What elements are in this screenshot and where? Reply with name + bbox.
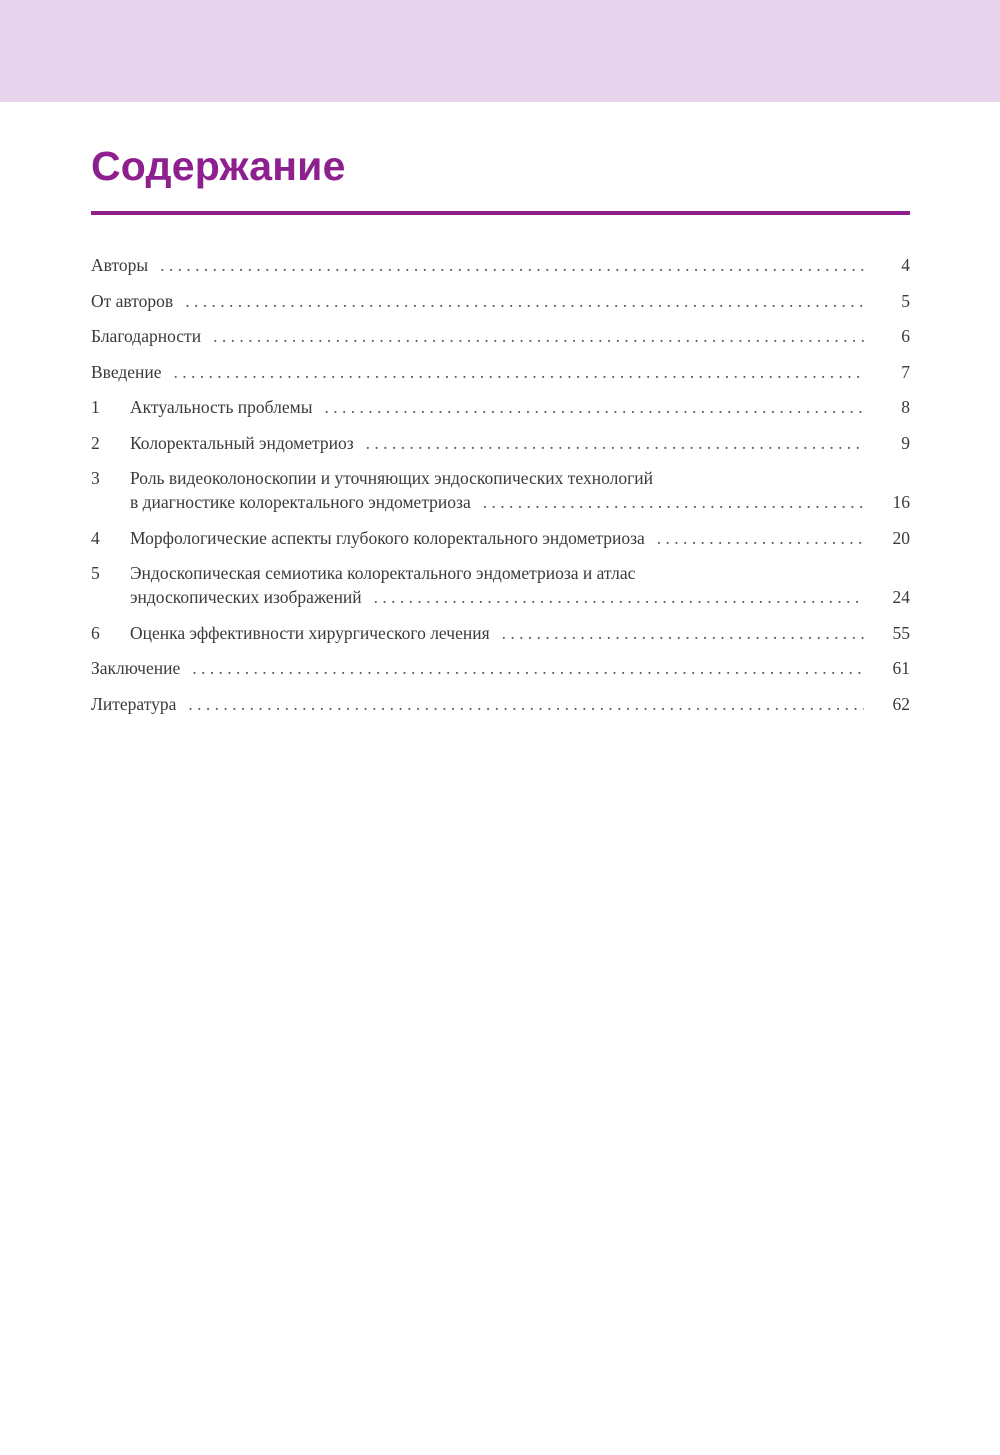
dot-leader xyxy=(366,431,864,455)
toc-page-number: 5 xyxy=(901,290,910,311)
toc-entry-title: Заключение xyxy=(91,658,181,678)
toc-entry-body xyxy=(130,431,910,455)
dot-leader xyxy=(213,324,864,348)
toc-page-number: 20 xyxy=(892,527,910,548)
toc-entry-body xyxy=(130,621,910,645)
toc-entry-number: 1 xyxy=(91,397,100,417)
toc-page-number: 24 xyxy=(892,587,910,607)
toc-page-number: 6 xyxy=(901,326,910,346)
toc-entry-title: Морфологические аспекты глубокого колоректального эндометриоза xyxy=(130,527,645,548)
toc-entry-last-line xyxy=(130,526,910,550)
dot-leader xyxy=(483,490,864,514)
toc-page-number: 62 xyxy=(892,693,910,714)
toc-entry-last-line xyxy=(91,360,910,384)
dot-leader xyxy=(374,585,864,609)
toc-entry[interactable] xyxy=(91,324,910,348)
toc-entry-body xyxy=(130,561,910,609)
page-title: Содержание xyxy=(91,143,346,189)
toc-entry-last-line xyxy=(91,289,910,313)
dot-leader xyxy=(657,526,864,550)
header-band xyxy=(0,0,1000,102)
table-of-contents xyxy=(91,253,910,727)
toc-entry-body xyxy=(91,656,910,680)
dot-leader xyxy=(502,621,864,645)
toc-entry-title: От авторов xyxy=(91,290,174,311)
toc-entry-title-line: Роль видеоколоноскопии и уточняющих эндоскопических технологий xyxy=(130,468,653,488)
toc-entry-body xyxy=(91,324,910,348)
dot-leader xyxy=(160,253,864,277)
toc-entry[interactable] xyxy=(91,692,910,716)
toc-entry[interactable] xyxy=(91,466,910,514)
toc-entry[interactable] xyxy=(91,656,910,680)
title-divider xyxy=(91,211,910,215)
toc-page-number: 61 xyxy=(892,658,910,678)
toc-entry-last-line xyxy=(130,621,910,645)
toc-entry-last-line xyxy=(91,656,910,680)
dot-leader xyxy=(185,289,864,313)
toc-entry-number: 2 xyxy=(91,432,100,453)
toc-entry-title: Введение xyxy=(91,361,162,382)
toc-entry-title-line: Эндоскопическая семиотика колоректального эндометриоза и атлас xyxy=(130,563,636,583)
toc-entry-body xyxy=(130,395,910,419)
toc-entry-title: Оценка эффективности хирургического лечения xyxy=(130,622,490,643)
toc-entry-last-line xyxy=(130,490,910,514)
toc-entry[interactable] xyxy=(91,561,910,609)
toc-entry-number: 6 xyxy=(91,622,100,643)
toc-entry[interactable] xyxy=(91,431,910,455)
toc-entry-number: 5 xyxy=(91,563,100,583)
toc-entry-title: Благодарности xyxy=(91,326,202,346)
toc-entry[interactable] xyxy=(91,289,910,313)
toc-entry-body xyxy=(91,360,910,384)
toc-entry-number: 4 xyxy=(91,527,100,548)
toc-entry-title: Литература xyxy=(91,693,177,714)
toc-entry-body xyxy=(130,466,910,514)
toc-entry-last-line xyxy=(130,431,910,455)
toc-entry[interactable] xyxy=(91,621,910,645)
dot-leader xyxy=(324,395,864,419)
toc-entry[interactable] xyxy=(91,253,910,277)
toc-entry-title: в диагностике колоректального эндометриоза xyxy=(130,492,471,512)
toc-entry-body xyxy=(91,692,910,716)
toc-entry-body xyxy=(130,526,910,550)
toc-entry-last-line xyxy=(130,585,910,609)
toc-page-number: 16 xyxy=(892,492,910,512)
toc-page-number: 4 xyxy=(901,255,910,275)
dot-leader xyxy=(188,692,864,716)
toc-page-number: 55 xyxy=(892,622,910,643)
dot-leader xyxy=(192,656,864,680)
toc-entry-last-line xyxy=(91,253,910,277)
toc-entry-body xyxy=(91,289,910,313)
toc-entry[interactable] xyxy=(91,360,910,384)
toc-entry-title: Актуальность проблемы xyxy=(130,397,313,417)
toc-page-number: 7 xyxy=(901,361,910,382)
dot-leader xyxy=(174,360,864,384)
toc-page-number: 9 xyxy=(901,432,910,453)
toc-entry-title: Авторы xyxy=(91,255,149,275)
toc-entry-last-line xyxy=(130,395,910,419)
toc-entry-body xyxy=(91,253,910,277)
toc-entry[interactable] xyxy=(91,395,910,419)
toc-entry[interactable] xyxy=(91,526,910,550)
toc-page-number: 8 xyxy=(901,397,910,417)
toc-entry-title: эндоскопических изображений xyxy=(130,587,362,607)
toc-entry-title: Колоректальный эндометриоз xyxy=(130,432,354,453)
toc-entry-last-line xyxy=(91,692,910,716)
toc-entry-last-line xyxy=(91,324,910,348)
toc-entry-number: 3 xyxy=(91,468,100,488)
